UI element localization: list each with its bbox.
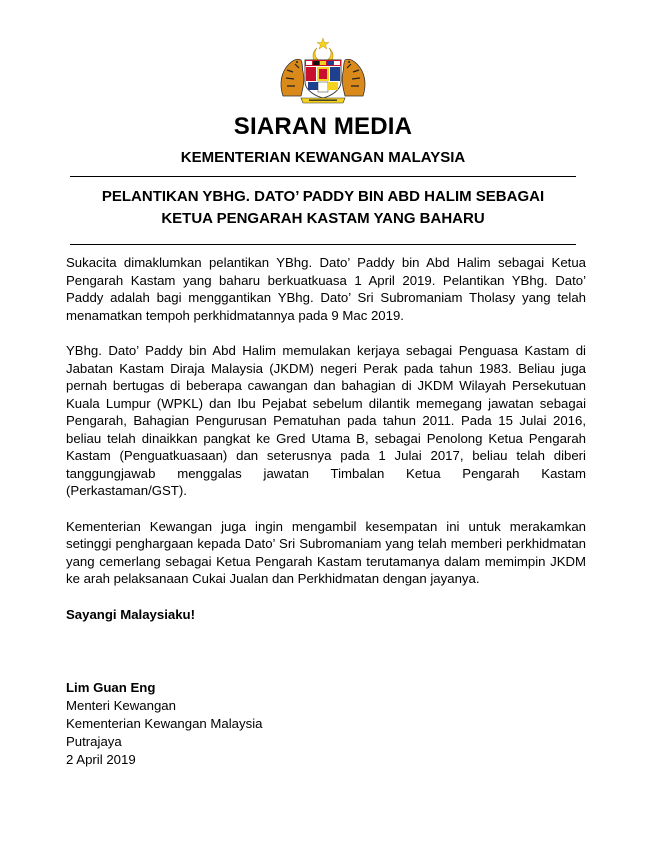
headline-line-2: KETUA PENGARAH KASTAM YANG BAHARU: [161, 210, 485, 227]
signatory-ministry: Kementerian Kewangan Malaysia: [66, 716, 263, 731]
headline-line-1: PELANTIKAN YBHG. DATO’ PADDY BIN ABD HALIM SEBAGAI: [101, 188, 545, 205]
release-date: 2 April 2019: [66, 752, 136, 767]
ministry-heading: KEMENTERIAN KEWANGAN MALAYSIA: [180, 149, 466, 166]
malaysia-coat-of-arms-icon: [273, 36, 373, 108]
headline: [70, 186, 576, 230]
signatory-place: Putrajaya: [66, 734, 122, 749]
signatory-position: Menteri Kewangan: [66, 698, 176, 713]
page-title: SIARAN MEDIA: [233, 113, 413, 140]
signatory-name: Lim Guan Eng: [66, 680, 156, 695]
closing-line: Sayangi Malaysiaku!: [66, 606, 196, 622]
paragraph-2: YBhg. Dato’ Paddy bin Abd Halim memulakan kerjaya sebagai Penguasa Kastam di Jabatan Kastam Diraja Malaysia (JKDM) negeri Perak pada tahun 1983. Beliau juga pernah bertugas di beberapa cawangan dan bahagian di JKDM Wilayah Persekutuan Kuala Lumpur (WPKL) dan Ibu Pejabat sebelum dilantik memegang jawatan sebagai Pengarah, Bahagian Pengurusan Pematuhan pada tahun 2011. Pada 15 Julai 2016, beliau telah dinaikkan pangkat ke Gred Utama B, sebagai Penolong Ketua Pengarah Kastam (Penguatkuasaan) dan seterusnya pada 1 Julai 2017, beliau telah diberi tanggungjawab menggalas jawatan Timbalan Ketua Pengarah Kastam (Perkastaman/GST).: [66, 343, 586, 498]
paragraph-3: Kementerian Kewangan juga ingin mengambil kesempatan ini untuk merakamkan setinggi penghargaan kepada Dato’ Sri Subromaniam yang telah memberi perkhidmatan yang cemerlang sebagai Ketua Pengarah Kastam terutamanya dalam memimpin JKDM ke arah pelaksanaan Cukai Jualan dan Perkhidmatan dengan jayanya.: [66, 518, 586, 586]
body-text: [66, 254, 586, 623]
paragraph-1: Sukacita dimaklumkan pelantikan YBhg. Dato’ Paddy bin Abd Halim sebagai Ketua Pengarah Kastam yang baharu berkuatkuasa 1 April 2019. Pelantikan YBhg. Dato’ Paddy adalah bagi menggantikan YBhg. Dato’ Sri Subromaniam Tholasy yang telah menamatkan tempoh perkhidmatannya pada 9 Mac 2019.: [66, 255, 586, 323]
signature-block: [66, 679, 262, 769]
divider-bottom: [70, 244, 576, 245]
divider-top: [70, 176, 576, 177]
